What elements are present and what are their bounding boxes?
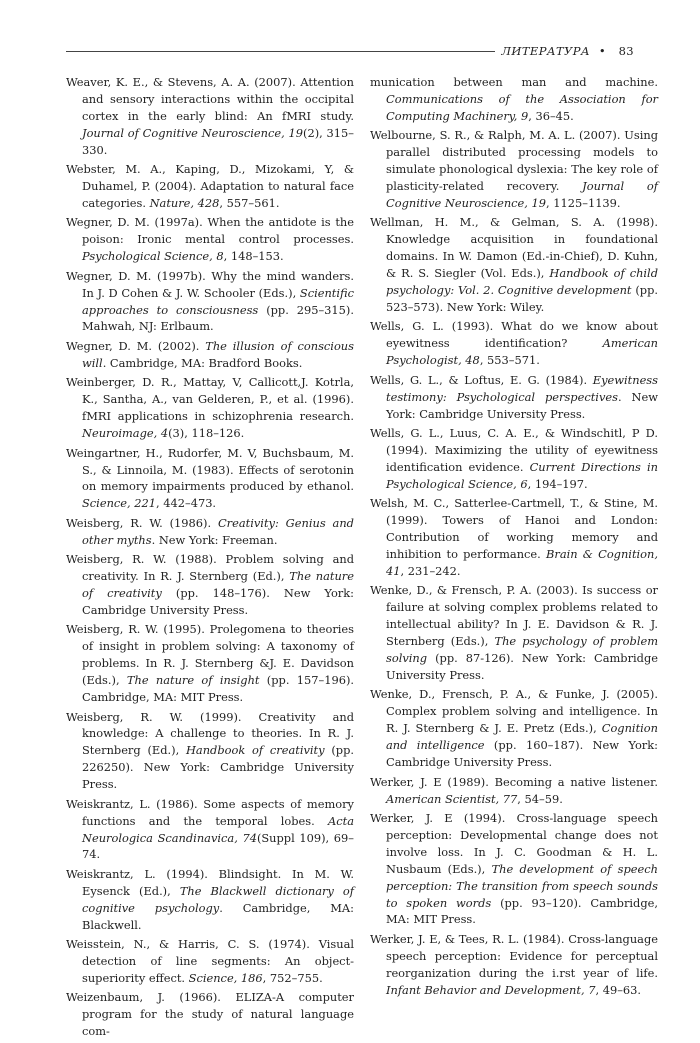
reference-entry <box>370 810 658 928</box>
reference-source: The nature of creativity <box>82 569 354 601</box>
reference-text: , 752–755. <box>262 970 323 985</box>
reference-text: Werker, J. E (1994). Cross-language speech perception: Developmental change does not involve loss. In J. C. Goodman & H. L. Nusbaum (Eds.), <box>370 811 658 876</box>
reference-text: Weisberg, R. W. (1986). <box>66 515 218 530</box>
reference-text: , 194–197. <box>527 476 588 491</box>
reference-source: Nature, 428 <box>149 195 220 210</box>
reference-text: . Cambridge, MA: Blackwell. <box>82 900 354 932</box>
reference-text: (pp. 87-126). New York: Cambridge University Press. <box>386 651 658 682</box>
left-column <box>66 74 354 1043</box>
reference-entry <box>66 551 354 619</box>
reference-text: (Suppl 109), 69–74. <box>82 830 354 862</box>
page-number: 83 <box>618 44 634 58</box>
reference-entry <box>370 582 658 683</box>
reference-entry <box>66 621 354 706</box>
reference-text: (pp. 226250). New York: Cambridge University Press. <box>82 743 354 792</box>
reference-text: Wells, G. L., Luus, C. A. E., & Windschitl, P D. (1994). Maximizing the utility of eyewitness identification evidence. <box>370 426 658 474</box>
reference-text: , 1125–1139. <box>546 195 621 210</box>
reference-source: Journal of Cognitive Neuroscience, 19 <box>386 179 659 210</box>
reference-source: American Scientist, 77 <box>386 791 518 806</box>
reference-entry <box>66 866 354 934</box>
reference-text: Werker, J. E, & Tees, R. L. (1984). Cross-language speech perception: Evidence for perceptual reorganization during the i.rst year of life. <box>370 931 658 980</box>
reference-text: Weiskrantz, L. (1994). Blindsight. In M. W. Eysenck (Ed.), <box>66 866 354 898</box>
reference-text: Wenke, D., Frensch, P. A., & Funke, J. (2005). Complex problem solving and intelligence. In R. J. Sternberg & J. E. Pretz (Eds.), <box>370 687 658 736</box>
reference-entry <box>66 796 354 864</box>
reference-entry <box>66 374 354 442</box>
reference-text: (pp. 160–187). New York: Cambridge University Press. <box>386 738 658 770</box>
reference-source: Scientific approaches to consciousness <box>82 285 354 317</box>
reference-source: Science, 186 <box>188 970 263 985</box>
reference-source: Current Directions in Psychological Science, 6 <box>386 459 658 491</box>
reference-text: Weizenbaum, J. (1966). ELIZA-A computer program for the study of natural language com- <box>66 990 354 1039</box>
reference-source: Neuroimage, 4 <box>82 426 169 441</box>
header-bullet: • <box>598 44 606 58</box>
reference-entry <box>66 989 354 1040</box>
reference-text: , 36–45. <box>528 108 574 123</box>
reference-source: Communications of the Association for Computing Machinery, 9 <box>386 91 658 123</box>
reference-text: , 442–473. <box>156 496 217 511</box>
reference-entry <box>66 445 354 513</box>
reference-entry <box>370 774 658 808</box>
reference-text: Wellman, H. M., & Gelman, S. A. (1998). Knowledge acquisition in foundational domains. In W. Damon (Ed.-in-Chief), D. Kuhn, & R. S. Siegler (Vol. Eds.), <box>370 215 658 281</box>
reference-source: Handbook of creativity <box>185 743 325 758</box>
reference-source: The illusion of conscious will <box>82 338 354 370</box>
reference-source: Eyewitness testimony: Psychological perspectives <box>386 372 658 404</box>
reference-text: Welsh, M. C., Satterlee-Cartmell, T., & Stine, M. (1999). Towers of Hanoi and London: Contribution of working memory and inhibition to performance. <box>370 496 658 562</box>
reference-source: Creativity: Genius and other myths <box>82 515 354 547</box>
reference-text: Welbourne, S. R., & Ralph, M. A. L. (2007). Using parallel distributed processing models to simulate phonological dyslexia: The key role of plasticity-related recovery. <box>370 128 658 194</box>
reference-text: Weaver, K. E., & Stevens, A. A. (2007). Attention and sensory interactions within the occipital cortex in the early blind: An fMRI study. <box>66 75 354 123</box>
reference-text: . Cambridge, MA: Bradford Books. <box>102 355 303 370</box>
reference-source: The development of speech perception: The transition from speech sounds to spoken words <box>386 861 658 910</box>
reference-text: Weinberger, D. R., Mattay, V, Callicott,J. Kotrla, K., Santha, A., van Gelderen, P., et al. (1996). fMRI applications in schizophrenia research. <box>66 375 354 424</box>
reference-source: Brain & Cognition, 41 <box>386 547 658 578</box>
reference-text: Wegner, D. M. (1997b). Why the mind wanders. In J. D Cohen & J. W. Schooler (Eds.), <box>66 268 354 300</box>
reference-text: (2), 315–330. <box>82 125 354 157</box>
reference-entry <box>370 686 658 771</box>
reference-entry <box>66 709 354 794</box>
reference-text: munication between man and machine. <box>370 75 658 89</box>
header-rule <box>66 51 520 52</box>
running-header <box>66 44 634 58</box>
reference-entry <box>370 214 658 315</box>
reference-text: Weisstein, N., & Harris, C. S. (1974). Visual detection of line segments: An object-superiority effect. <box>66 937 354 985</box>
reference-text: Weisberg, R. W. (1999). Creativity and knowledge: A challenge to theories. In R. J. Sternberg (Ed.), <box>66 709 354 758</box>
reference-source: Handbook of child psychology: Vol. 2. Cognitive development <box>386 266 658 298</box>
reference-source: Psychological Science, 8 <box>82 249 224 264</box>
reference-text: . New York: Cambridge University Press. <box>386 389 658 421</box>
reference-entry <box>66 338 354 372</box>
reference-text: Weisberg, R. W. (1988). Problem solving and creativity. In R. J. Sternberg (Ed.), <box>66 552 354 584</box>
reference-entry <box>66 515 354 549</box>
reference-text: Wegner, D. M. (2002). <box>66 338 206 353</box>
reference-text: Weisberg, R. W. (1995). Prolegomena to theories of insight in problem solving: A taxonomy of problems. In R. J. Sternberg &J. E. Davidson (Eds.), <box>66 622 354 688</box>
reference-entry <box>370 74 658 125</box>
reference-source: The nature of insight <box>126 673 260 688</box>
reference-source: The Blackwell dictionary of cognitive psychology <box>82 883 354 915</box>
reference-source: The psychology of problem solving <box>386 634 659 666</box>
reference-source: Cognition and intelligence <box>386 721 658 753</box>
reference-entry <box>370 127 658 212</box>
reference-entry <box>370 318 658 369</box>
right-column <box>370 74 658 1001</box>
reference-text: (pp. 93–120). Cambridge, MA: MIT Press. <box>386 895 658 927</box>
reference-text: . New York: Freeman. <box>151 532 278 547</box>
reference-text: , 553–571. <box>479 353 540 368</box>
reference-text: (pp. 148–176). New York: Cambridge University Press. <box>82 586 354 617</box>
reference-text: Wegner, D. M. (1997a). When the antidote is the poison: Ironic mental control processes. <box>66 215 354 247</box>
reference-text: (pp. 523–573). New York: Wiley. <box>386 283 658 314</box>
reference-text: Webster, M. A., Kaping, D., Mizokami, Y, & Duhamel, P. (2004). Adaptation to natural face categories. <box>66 162 354 210</box>
reference-text: Weiskrantz, L. (1986). Some aspects of memory functions and the temporal lobes. <box>66 796 354 828</box>
reference-text: Wells, G. L. (1993). What do we know about eyewitness identification? <box>370 319 658 351</box>
reference-entry <box>66 161 354 212</box>
reference-text: , 231–242. <box>400 563 461 578</box>
reference-source: American Psychologist, 48 <box>386 336 658 368</box>
reference-source: Science, 221 <box>82 496 157 511</box>
reference-entry <box>370 495 658 580</box>
reference-entry <box>370 931 658 999</box>
reference-entry <box>66 74 354 159</box>
reference-source: Acta Neurologica Scandinavica, 74 <box>82 813 354 845</box>
reference-text: , 49–63. <box>595 982 641 997</box>
reference-text: (3), 118–126. <box>168 426 245 441</box>
reference-source: Infant Behavior and Development, 7 <box>386 982 596 997</box>
reference-text: (pp. 295–315). Mahwah, NJ: Erlbaum. <box>82 302 354 334</box>
reference-entry <box>66 214 354 265</box>
reference-source: Journal of Cognitive Neuroscience, 19 <box>82 125 303 140</box>
reference-entry <box>66 268 354 336</box>
reference-entry <box>370 372 658 423</box>
reference-text: , 557–561. <box>219 195 280 210</box>
running-title: ЛИТЕРАТУРА <box>495 44 590 58</box>
reference-entry <box>370 425 658 493</box>
reference-text: Weingartner, H., Rudorfer, M. V, Buchsbaum, M. S., & Linnoila, M. (1983). Effects of serotonin on memory impairments produced by ethanol. <box>66 445 354 494</box>
reference-text: , 148–153. <box>223 249 284 264</box>
reference-text: Werker, J. E (1989). Becoming a native listener. <box>370 774 658 789</box>
reference-text: Wenke, D., & Frensch, P. A. (2003). Is success or failure at solving complex problems related to intellectual ability? In J. E. Davidson & R. J. Sternberg (Eds.), <box>370 583 658 649</box>
reference-text: , 54–59. <box>517 791 563 806</box>
reference-text: (pp. 157–196). Cambridge, MA: MIT Press. <box>82 673 355 705</box>
reference-text: Wells, G. L., & Loftus, E. G. (1984). <box>370 372 593 387</box>
